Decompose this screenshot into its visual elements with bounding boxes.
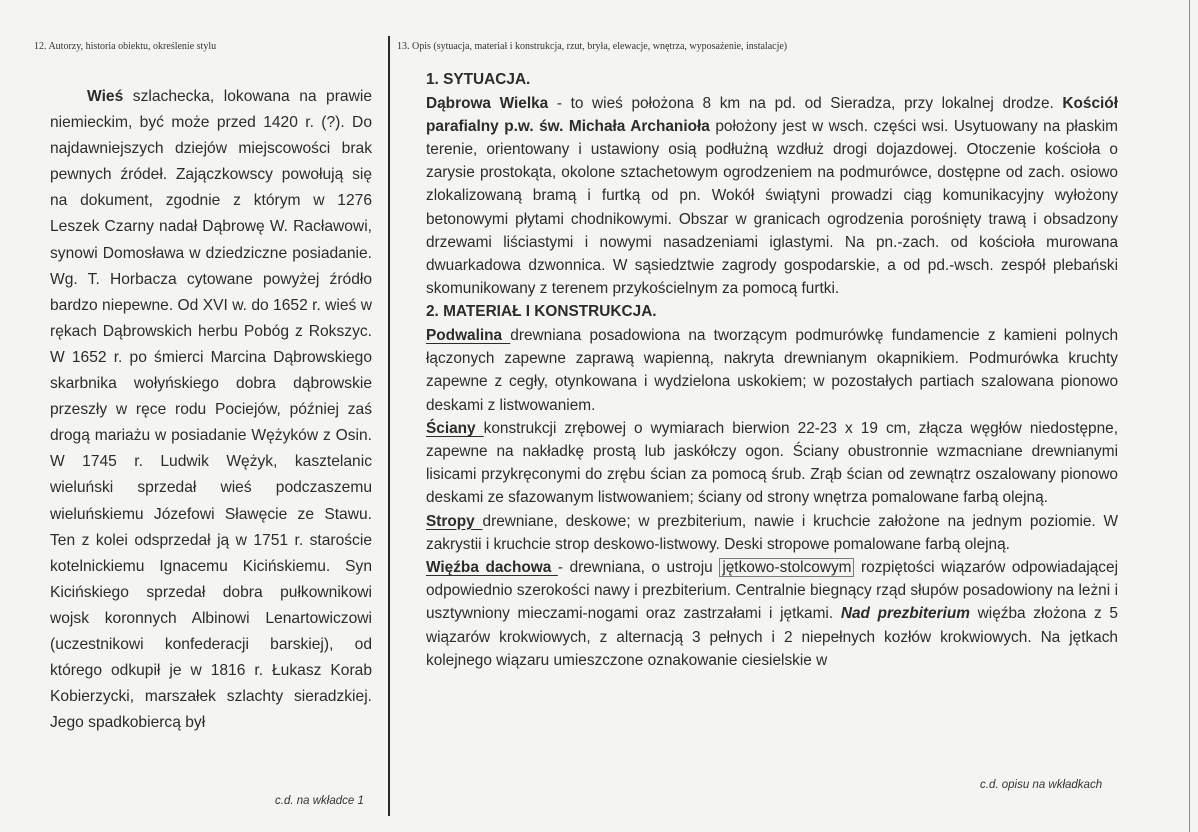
section-13-header: 13. Opis (sytuacja, materiał i konstrukcja, rzut, bryła, elewacje, wnętrza, wyposażenie, instalacje): [397, 41, 788, 52]
church-name: Kościół parafialny p.w. św. Michała Archanioła: [426, 94, 1118, 135]
wiezba-text-2: rozpiętości wiązarów odpowiadającej odpowiednio szerokości nawy i prezbiterium. Centralnie biegnący rząd słupów posadowiony na leżni i usztywniony mieczami-nogami oraz zastrzałami i jętkami.: [426, 559, 1118, 623]
history-lead-word: Wieś: [87, 88, 124, 105]
left-continuation-note: c.d. na wkładce 1: [275, 795, 364, 807]
wiezba-label: Więźba dachowa: [426, 559, 558, 577]
sciany-text: konstrukcji zrębowej o wymiarach bierwion 22-23 x 19 cm, złącza węgłów niedostępne, zapewne na nakładkę prostą lub jaskółczy ogon. Ściany obustronnie wzmacniane drewnianymi lisicami przykręconymi do zrębu ścian za pomocą śrub. Zrąb ścian od zewnątrz oszalowany pionowo deskami ze sfazowanym listwowaniem; ściany od strony wnętrza pomalowane farbą olejną.: [426, 419, 1118, 507]
wiezba-paragraph: [426, 556, 1118, 672]
description-column: [426, 68, 1118, 672]
history-text: szlachecka, lokowana na prawie niemieckim, być może przed 1420 r. (?). Do najdawniejszych dziejów miejscowości brak pewnych źródeł. Zajączkowscy powołują się na dokument, zgodnie z którym w 1276 Leszek Czarny nadał Dąbrowę W. Racławowi, synowi Domosława w dziedziczne posiadanie. Wg. T. Horbacza cytowane powyżej źródło bardzo niepewne. Od XVI w. do 1652 r. wieś w rękach Dąbrowskich herbu Pobóg z Rokszyc. W 1652 r. po śmierci Marcina Dąbrowskiego skarbnika wołyńskiego dobra dąbrowskie przeszły w ręce rodu Pociejów, później zaś drogą mariażu w posiadanie Wężyków z Osin. W 1745 r. Ludwik Wężyk, kasztelanic wieluński sprzedał wieś podczaszemu wieluńskiemu Józefowi Sławęcie ze Stawu. Ten z kolei odsprzedał ją w 1751 r. staroście kotelnickiemu Ignacemu Kicińskiemu. Syn Kicińskiego sprzedał dobra pułkownikowi wojsk koronnych Albinowi Lenartowiczowi (uczestnikowi konfederacji barskiej), od którego odkupił je w 1816 r. Łukasz Korab Kobierzycki, marszałek szlachty sieradzkiej. Jego spadkobiercą był: [50, 88, 372, 732]
page-edge: [1189, 0, 1190, 832]
section-material-heading: 2. MATERIAŁ I KONSTRUKCJA.: [426, 303, 657, 321]
section-situation-heading: 1. SYTUACJA.: [426, 71, 531, 88]
stropy-paragraph: [426, 510, 1118, 556]
wiezba-text-3: więźba złożona z 5 wiązarów krokwiowych, z alternacją 3 pełnych i 2 niepełnych kozłów krokwiowych. Na jętkach kolejnego wiązaru umieszczone oznakowanie ciesielskie w: [426, 605, 1118, 669]
podwalina-label: Podwalina: [426, 327, 511, 345]
history-column: [50, 84, 372, 736]
situation-paragraph: [426, 92, 1118, 301]
village-name: Dąbrowa Wielka: [426, 94, 549, 112]
wiezba-type-boxed: jętkowo-stolcowym: [719, 558, 854, 577]
history-paragraph: [50, 84, 372, 736]
section-12-header: 12. Autorzy, historia obiektu, określenie stylu: [34, 41, 217, 52]
situation-text-1: - to wieś położona 8 km na pd. od Sieradza, przy lokalnej drodze.: [548, 94, 1063, 112]
stropy-label: Stropy: [426, 512, 483, 530]
podwalina-text: drewniana posadowiona na tworzącym podmurówkę fundamencie z kamieni polnych łączonych zapewne zaprawą wapienną, nakryta drewnianym okapnikiem. Podmurówka kruchty zapewne z cegły, otynkowana i wydzielona uskokiem; w pozostałych partiach szalowana pionowo deskami z listwowaniem.: [426, 327, 1119, 414]
stropy-text: drewniane, deskowe; w prezbiterium, nawie i kruchcie założone na jednym poziomie. W zakrystii i kruchcie strop deskowo-listwowy. Deski stropowe pomalowane farbą olejną.: [426, 512, 1118, 553]
sciany-paragraph: [426, 417, 1118, 510]
wiezba-text-1: - drewniana, o ustroju: [557, 559, 720, 577]
situation-text-2: położony jest w wsch. części wsi. Usytuowany na płaskim terenie, orientowany i ustawiony osią podłużną wzdłuż drogi dojazdowej. Otoczenie kościoła o zarysie prostokąta, okolone sztachetowym ogrodzeniem na podmurówce, dostępne od zach. osiowo zlokalizowaną bramą i furtką od pn. Wokół świątyni prowadzi ciąg komunikacyjny wyłożony betonowymi płytami chodnikowymi. Obszar w granicach ogrodzenia porośnięty trawą i obsadzony drzewami liściastymi i nowymi nasadzeniami iglastymi. Na pn.-zach. od kościoła murowana dwuarkadowa dzwonnica. W sąsiedztwie zagrody gospodarskie, a od pd.-wsch. zespół plebański skomunikowany z terenem przykościelnym za pomocą furtki.: [426, 117, 1118, 298]
podwalina-paragraph: [426, 324, 1118, 417]
prezbiterium-label: Nad prezbiterium: [840, 605, 970, 623]
right-continuation-note: c.d. opisu na wkładkach: [980, 779, 1103, 791]
sciany-label: Ściany: [426, 419, 484, 437]
column-divider: [388, 36, 390, 816]
